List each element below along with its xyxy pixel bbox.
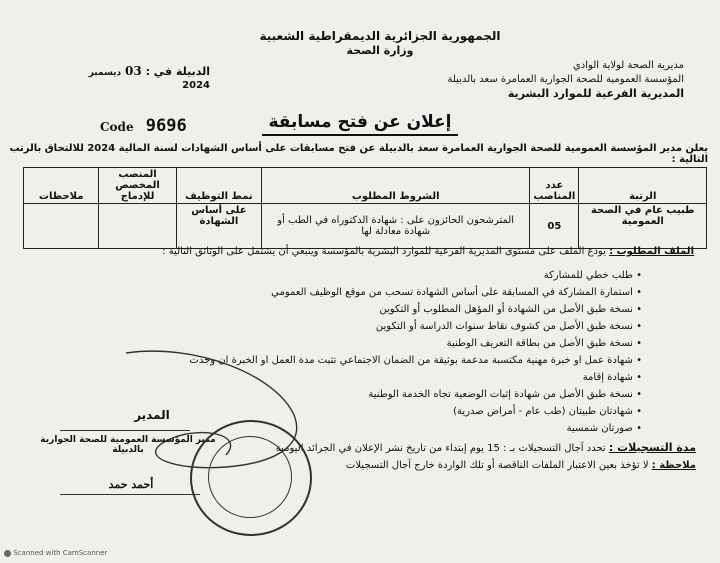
signature-line [60, 430, 190, 431]
date-year: 2024 [182, 80, 210, 91]
col-header-grade: الرتبة [579, 168, 707, 204]
place-date [70, 64, 210, 91]
list-item: • شهادتان طبيتان (طب عام - أمراض صدرية) [453, 406, 642, 417]
cell-grade: طبيب عام في الصحة العمومية [579, 204, 707, 249]
cell-recruitment: على أساس الشهادة [176, 204, 261, 249]
code-label: Code [100, 120, 134, 134]
table-row [24, 204, 707, 249]
name-underline [60, 494, 200, 495]
cell-conditions: المترشحون الحائزون على : شهادة الدكتوراه في الطب أو شهادة معادلة لها [262, 204, 530, 249]
announcement-title: إعلان عن فتح مسابقة [262, 112, 458, 136]
cell-integration [99, 204, 176, 249]
note-label: ملاحظة : [651, 460, 696, 471]
col-header-integration: المنصب المخصص للإدماج [99, 168, 176, 204]
cell-posts: 05 [530, 204, 579, 249]
registration-text: تحدد آجال التسجيلات بـ : 15 يوم إبتداء من تاريخ نشر الإعلان في الجرائد اليومية [275, 443, 606, 454]
code-value: 9696 [145, 116, 187, 136]
list-item: • شهادة إقامة [582, 372, 642, 383]
col-header-posts: عدد المناصب [530, 168, 579, 204]
list-item: • طلب خطي للمشاركة [543, 270, 642, 281]
place-date-label: الدبيلة في : [145, 65, 210, 78]
positions-table [23, 167, 707, 249]
date-day: 03 [125, 64, 142, 78]
col-header-notes: ملاحظات [24, 168, 99, 204]
list-item: • نسخة طبق الأصل من بطاقة التعريف الوطنية [446, 338, 642, 349]
camscanner-icon [4, 550, 11, 557]
file-requirements [134, 246, 694, 257]
intro-text: يعلن مدير المؤسسة العمومية للصحة الجوارية العمامرة سعد بالدبيلة عن فتح مسابقات على أساس الشهادات لسنة المالية 2024 للالتحاق بالرتب التالية : [9, 143, 708, 165]
date-month: ديسمبر [88, 68, 122, 78]
registration-label: مدة التسجيلات : [608, 441, 696, 454]
director-org: مدير المؤسسة العمومية للصحة الجوارية بالدبيلة [40, 435, 216, 455]
directorate-label: مديرية الصحة لولاية الوادي [572, 60, 684, 71]
official-stamp [190, 420, 312, 536]
file-text: يودع الملف على مستوى المديرية الفرعية للموارد البشرية بالمؤسسة وينبغي أن يشتمل على الوثائق التالية : [162, 246, 606, 257]
scanner-watermark: Scanned with CamScanner [4, 549, 107, 557]
note-text: لا تؤخذ بعين الاعتبار الملفات الناقصة أو تلك الواردة خارج آجال التسجيلات [345, 460, 649, 471]
subdirectorate-label: المديرية الفرعية للموارد البشرية [507, 87, 684, 100]
cell-notes [24, 204, 99, 249]
director-title: المدير [134, 408, 170, 422]
code-block [100, 116, 187, 136]
ministry-heading: وزارة الصحة [346, 44, 414, 57]
republic-heading: الجمهورية الجزائرية الديمقراطية الشعبية [259, 29, 501, 43]
list-item: • استمارة المشاركة في المسابقة على أساس الشهادة تسحب من موقع الوظيف العمومي [271, 287, 642, 298]
col-header-recruitment: نمط التوظيف [176, 168, 261, 204]
list-item: • نسخة طبق الأصل من شهادة إثبات الوضعية تجاه الخدمة الوطنية [368, 389, 642, 400]
file-label: الملف المطلوب : [609, 246, 694, 257]
institution-label: المؤسسة العمومية للصحة الجوارية العمامرة سعد بالدبيلة [447, 74, 684, 85]
list-item: • شهادة عمل او خبرة مهنية مكتسبة مدعمة بوثيقة من الضمان الاجتماعي تثبت مدة العمل او الخبرة ان وجدت [189, 355, 642, 366]
director-name: أحمد حمد [108, 478, 154, 491]
list-item: • نسخة طبق الأصل من كشوف نقاط سنوات الدراسة أو التكوين [375, 321, 642, 332]
col-header-conditions: الشروط المطلوب [262, 168, 530, 204]
list-item: • نسخة طبق الأصل من الشهادة أو المؤهل المطلوب أو التكوين [379, 304, 642, 315]
table-header-row [24, 168, 707, 204]
stamp-inner-ring [208, 436, 292, 518]
list-item: • صورتان شمسية [566, 423, 642, 434]
